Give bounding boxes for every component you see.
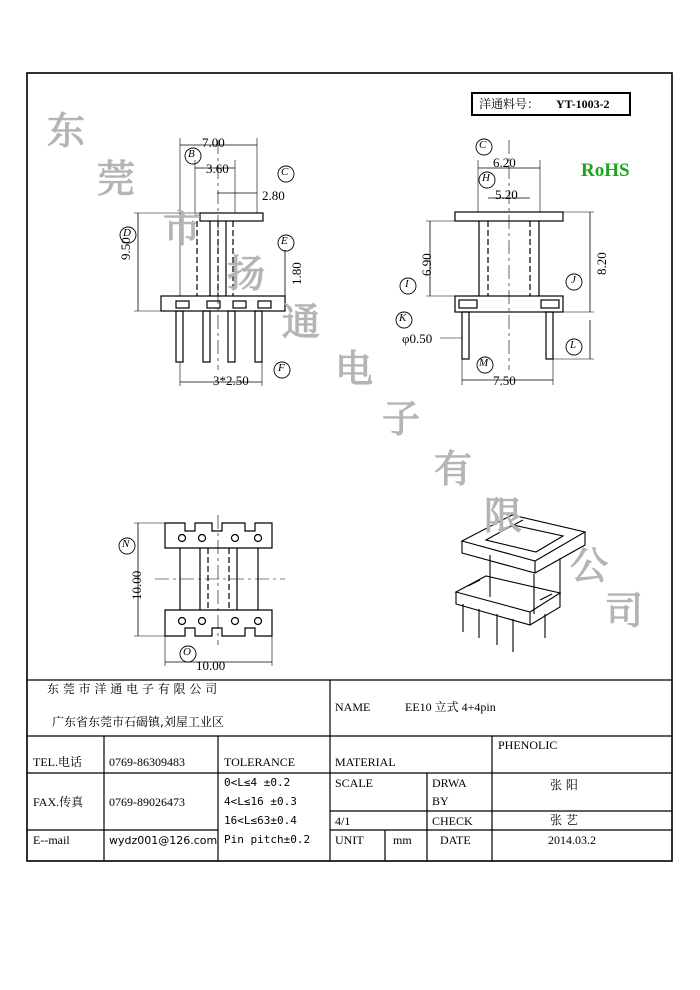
callout-letter: L <box>570 339 577 351</box>
tolerance-row: Pin pitch±0.2 <box>224 833 311 846</box>
watermark-char: 电 <box>335 347 374 391</box>
watermark-char: 市 <box>163 207 202 251</box>
bottom-bottom-flange <box>165 610 272 636</box>
date-value: 2014.03.2 <box>548 833 596 847</box>
dim-label: 7.00 <box>202 135 225 150</box>
rohs-mark: RoHS <box>581 160 630 181</box>
dim-label: 5.20 <box>495 187 518 202</box>
dim-label: 8.20 <box>594 252 609 275</box>
email-label: E--mail <box>33 833 70 847</box>
dim-label: 10.00 <box>196 658 226 673</box>
front-pin <box>462 312 469 359</box>
dim-label: 3*2.50 <box>213 373 249 388</box>
side-pin <box>176 311 183 362</box>
side-top-flange <box>200 213 263 221</box>
name-label: NAME <box>335 700 371 714</box>
dim-label: 3.60 <box>206 161 229 176</box>
bottom-view <box>134 515 285 666</box>
drawn-label: DRWA <box>432 776 467 790</box>
dim-label: 1.80 <box>289 262 304 285</box>
side-pin <box>203 311 210 362</box>
callout-letter: M <box>479 357 489 369</box>
watermark-char: 公 <box>570 544 609 588</box>
unit-label: UNIT <box>335 833 364 847</box>
tolerance-row: 4<L≤16 ±0.3 <box>224 795 297 808</box>
side-bottom-flange <box>161 296 285 311</box>
date-label: DATE <box>440 833 471 847</box>
front-pin <box>546 312 553 359</box>
front-view <box>426 140 594 388</box>
company-name: 东 莞 市 洋 通 电 子 有 限 公 司 <box>47 682 218 696</box>
scale-label: SCALE <box>335 776 374 790</box>
tolerance-label: TOLERANCE <box>224 755 296 769</box>
callout-letter: K <box>399 312 407 324</box>
watermark-char: 司 <box>605 589 644 633</box>
email-value: wydz001@126.com <box>109 834 218 847</box>
callout-letter: C <box>281 166 289 178</box>
iso-bottom-flange <box>456 576 560 612</box>
side-pin <box>228 311 235 362</box>
dim-label: 10.00 <box>129 570 144 600</box>
callout-letter: J <box>571 274 576 286</box>
callout-letter: D <box>123 227 131 239</box>
tel-label: TEL.电话 <box>33 755 82 769</box>
part-number-label: 洋通料号： <box>479 97 540 111</box>
callout-letter: C <box>479 139 487 151</box>
watermark-char: 限 <box>484 494 523 538</box>
callout-letter: I <box>405 278 409 290</box>
dim-label: 6.20 <box>493 155 516 170</box>
watermark-char: 扬 <box>227 252 266 296</box>
callout-letter: N <box>122 538 130 550</box>
callout-letter: O <box>183 646 191 658</box>
fax-value: 0769-89026473 <box>109 795 185 809</box>
dim-label: 6.90 <box>419 253 434 276</box>
watermark-char: 东 <box>47 109 86 153</box>
tolerance-row: 0<L≤4 ±0.2 <box>224 776 291 789</box>
callout-letter: F <box>278 362 285 374</box>
check-value: 张 艺 <box>550 813 578 827</box>
side-pin <box>255 311 262 362</box>
watermark-char: 莞 <box>97 157 136 201</box>
tolerance-row: 16<L≤63±0.4 <box>224 814 297 827</box>
fax-label: FAX.传真 <box>33 795 84 809</box>
dim-label: 9.50 <box>118 237 133 260</box>
name-value: EE10 立式 4+4pin <box>405 700 496 714</box>
company-address: 广东省东莞市石碣镇,刘屋工业区 <box>52 715 224 729</box>
dim-label: 2.80 <box>262 188 285 203</box>
scale-value: 4/1 <box>335 814 351 828</box>
watermark-char: 通 <box>282 300 321 344</box>
drawn-label-2: BY <box>432 794 449 808</box>
drawn-value: 张 阳 <box>550 778 578 792</box>
iso-top-flange <box>462 515 585 561</box>
unit-value: mm <box>393 833 412 847</box>
material-value: PHENOLIC <box>498 738 558 752</box>
part-number-value: YT-1003-2 <box>556 97 610 111</box>
tel-value: 0769-86309483 <box>109 755 185 769</box>
material-label: MATERIAL <box>335 755 396 769</box>
callout-letter: E <box>281 235 288 247</box>
callout-letter: H <box>482 172 490 184</box>
check-label: CHECK <box>432 814 473 828</box>
dim-label: φ0.50 <box>402 331 433 346</box>
watermark-char: 有 <box>434 447 473 491</box>
dim-label: 7.50 <box>493 373 516 388</box>
watermark-char: 子 <box>382 397 421 441</box>
callout-letter: B <box>188 148 195 160</box>
